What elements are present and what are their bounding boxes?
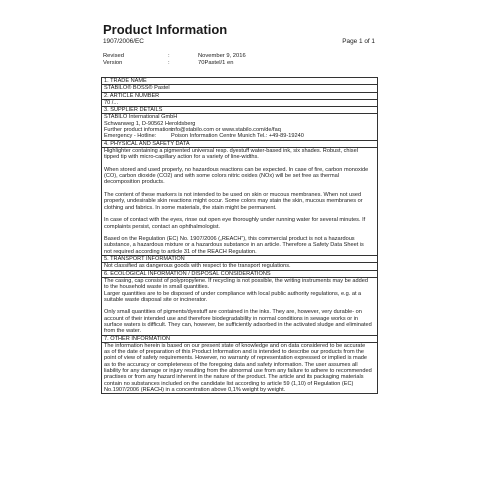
other-text-line: The information herein is based on our present state of knowledge and on data considered to be accurate (104, 342, 366, 349)
other-text-line: contain no substances included on the candidate list according to article 59 (1,10) of Regulation (EC) (104, 380, 354, 387)
page-title: Product Information (103, 22, 228, 37)
trade-name-value: STABILO® BOSS® Pastel (104, 85, 170, 92)
further-info-label: Further product information: (104, 127, 174, 134)
ecological-text-line: surface waters is difficult. They can, however, be sufficiently adsorbed in the activated sludge and eliminated (104, 321, 372, 328)
other-text-line: as to the accuracy or completeness of the foregoing data and safety information. The user assumes all (104, 361, 358, 368)
physical-text-line: properly, undesirable skin reactions might occur. Some colors may stain the skin, mucous membranes or (104, 198, 363, 205)
other-text-line: as of the date of preparation of this Product Information and is intended to describe our products from the (104, 349, 364, 356)
revised-value: November 9, 2016 (198, 53, 246, 59)
version-separator: : (168, 60, 170, 66)
section-heading-transport: 5. TRANSPORT INFORMATION (102, 255, 377, 262)
other-text-line: point of view of safety requirements. However, no warranty of representation expressed or implied is made (104, 355, 368, 362)
ecological-text-line: account of their intended use and therefore biodegradability in normal conditions in sewage works or in (104, 315, 359, 322)
section-heading-physical: 4. PHYSICAL AND SAFETY DATA (102, 140, 377, 147)
section-body-transport (102, 262, 377, 269)
section-body-trade-name (102, 84, 377, 91)
physical-text-line: Based on the Regulation (EC) No. 1907/2006 („REACH“), this commercial product is not a hazardous (104, 236, 355, 243)
revised-label: Revised (103, 53, 124, 59)
physical-text-line: not required according to article 31 of the REACH Regulation. (104, 248, 257, 255)
physical-text-line: clothing and fabrics. In some materials, the stain might be permanent. (104, 204, 277, 211)
ecological-text-line: suitable waste disposal site or incinerator. (104, 296, 208, 303)
other-text-line: No.1907/2006 (REACH) in a concentration above 0,1% weight by weight. (104, 386, 286, 393)
regulation-number: 1907/2006/EC (103, 38, 144, 45)
ecological-text-line: Only small quantities of pigments/dyestuff are contained in the inks. They are, however, very durable- on (104, 309, 362, 316)
physical-text-line: decomposition products. (104, 179, 165, 186)
other-text-line: practises or from any hazard inherent in the nature of the product. The article and its packaging materials (104, 374, 364, 381)
physical-text-line: When stored and used properly, no hazardous reactions can be expected. In case of fire, carbon monoxide (104, 166, 369, 173)
version-value: 70Pastel/1 en (198, 60, 234, 66)
emergency-value: Poison Information Centre Munich Tel.: +49-89-19240 (171, 133, 304, 140)
physical-text-line: In case of contact with the eyes, rinse out open eye thoroughly under running water for several minutes. If (104, 217, 366, 224)
further-info-value: info@stabilo.com or www.stabilo.com/de/faq (171, 127, 281, 134)
section-heading-article-number: 2. ARTICLE NUMBER (102, 92, 377, 99)
section-body-supplier (102, 113, 377, 139)
section-body-ecological (102, 277, 377, 335)
supplier-address: Schwanweg 1, D-90562 Heroldsberg (104, 120, 196, 127)
physical-text-line: Highlighter containing a pigmented universal resp. dyestuff water-based ink, six shades. Robust, chisel (104, 147, 358, 154)
emergency-label: Emergency - Hotline: (104, 133, 157, 140)
ecological-text-line: The casing, cap consist of polypropylene. If recycling is not possible, the writing instruments may be added (104, 277, 368, 284)
supplier-company: STABILO International GmbH (104, 114, 178, 121)
physical-text-line: The content of these markers is not intended to be used on skin or mucous membranes. When not used (104, 192, 362, 199)
version-label: Version (103, 60, 123, 66)
section-heading-trade-name: 1. TRADE NAME (104, 78, 147, 84)
section-heading-other: 7. OTHER INFORMATION (102, 335, 377, 342)
article-number-value: 70 /... (104, 99, 118, 106)
ecological-text-line: to the household waste in small quantities. (104, 284, 210, 291)
section-body-article-number (102, 99, 377, 106)
section-heading-supplier: 3. SUPPLIER DETAILS (102, 106, 377, 113)
physical-text-line: tipped tip with micro-capillary action for a variety of line-widths. (104, 154, 259, 161)
physical-text-line: complaints persist, contact an ophthalmologist. (104, 223, 220, 230)
ecological-text-line: Larger quantities are to be disposed of under compliance with local public authority regulations, e.g. at a (104, 290, 362, 297)
page-number: Page 1 of 1 (342, 38, 375, 45)
transport-text: Not classified as dangerous goods with respect to the transport regulations. (104, 263, 291, 270)
other-text-line: liability for any damage or injury resulting from the abnormal use from any failure to adhere to recommended (104, 368, 372, 375)
physical-text-line: substance, a hazardous mixture or a hazardous substance in an article. Therefore a Safety Data Sheet is (104, 242, 364, 249)
ecological-text-line: from the water. (104, 328, 141, 335)
physical-text-line: (CO), carbon dioxide (CO2) and with some colors nitric oxides (NOx) will be set free as thermal (104, 173, 340, 180)
section-body-other (102, 342, 377, 393)
section-body-physical (102, 147, 377, 255)
supplier-emergency-row (104, 133, 375, 139)
revised-separator: : (168, 53, 170, 59)
information-table (101, 77, 378, 394)
section-heading-ecological: 6. ECOLOGICAL INFORMATION / DISPOSAL CONSIDERATIONS (102, 270, 377, 277)
